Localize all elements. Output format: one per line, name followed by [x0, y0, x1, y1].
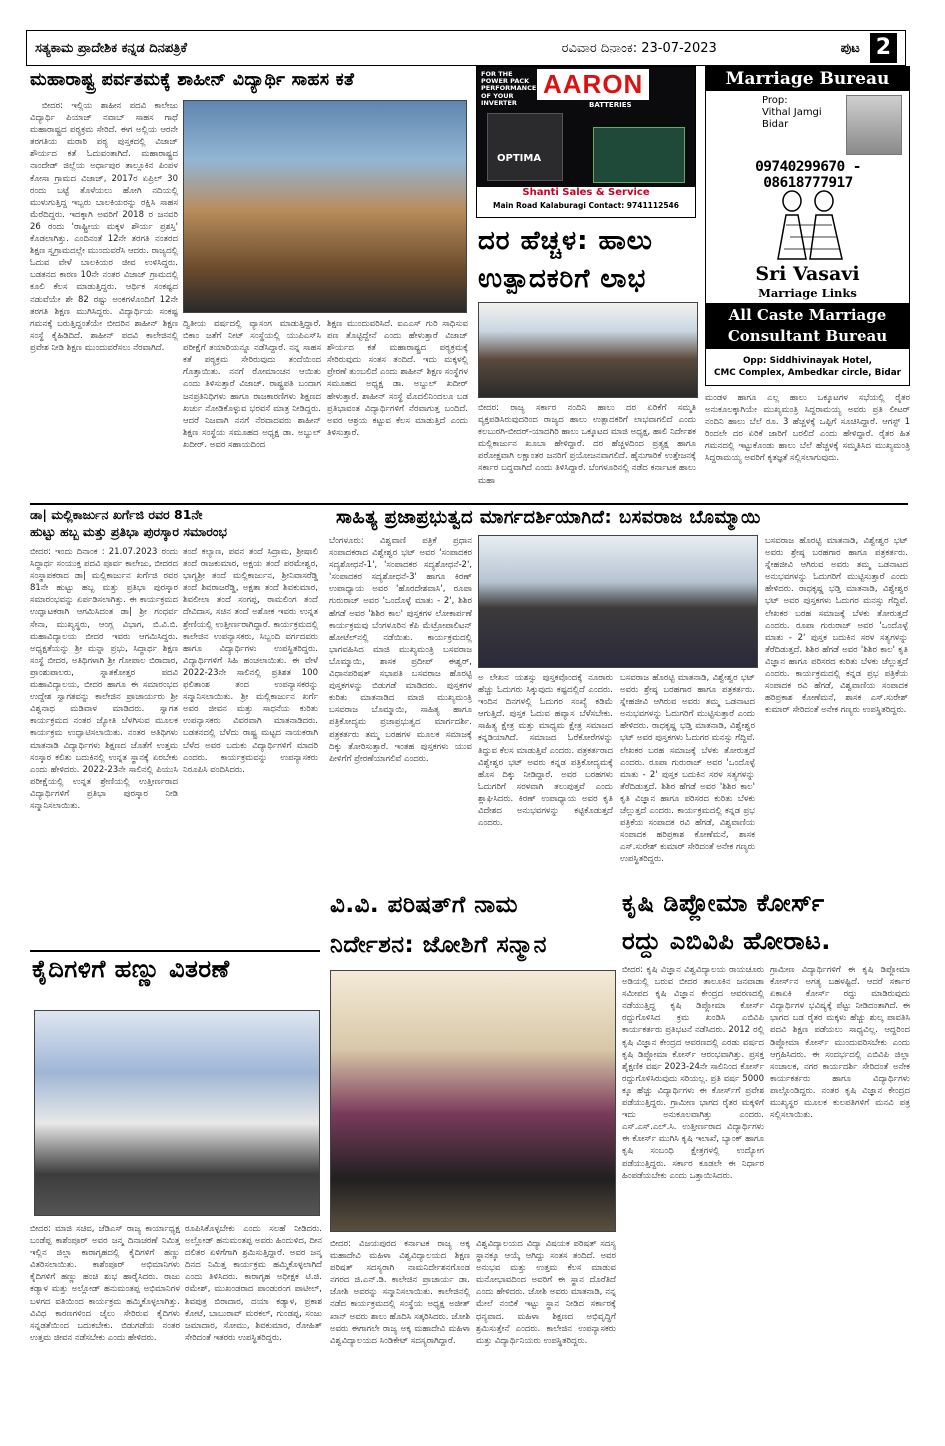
- ad-tagline: FOR THE POWER PACK PERFORMANCE OF YOUR INVERTER: [481, 70, 537, 107]
- meeting-photo: [478, 302, 698, 398]
- page-label: ಪುಟ: [840, 40, 860, 56]
- article-body: ಬೀದರ: ಇಲ್ಲಿಯ ಶಾಹೀನ ಪದವಿ ಕಾಲೇಜು ವಿದ್ಯಾರ್ಥಿ ಪಿಯಾಜ್ ನವಾಬ್ ಸಾಹಸ ಗಾಥೆ ಮಹಾರಾಷ್ಟ್ರದ ಪಠ್ಯಕ್ರಮ ಸೇರಿದೆ. ಈಗ ಅಲ್ಲಿಯ ಆರನೇ ತರಗತಿಯ ಮರಾಠಿ ಪಠ್ಯ ಪುಸ್ತಕದಲ್ಲಿ ವಿಜಾಜ್ ಶೌರ್ಯದ ಕತೆ ಓದುವಂತಾಗಿದೆ. ಮಹಾರಾಷ್ಟ್ರದ ನಾಂದೇಡ್ ಜಿಲ್ಲೆಯ ಅರ್ಧಾಪುರ ತಾಲ್ಲೂಕಿನ ಪಿಂಪಳ ಕೋಸಾ ಗ್ರಾಮದ ವಿಜಾಜ್, 2017ರ ಏಪ್ರಿಲ್ 30 ರಂದು ಬಟ್ಟೆ ತೊಳೆಯಲು ಹೋಗಿ ನದಿಯಲ್ಲಿ ಮುಳುಗುತ್ತಿದ್ದ ಇಬ್ಬರು ಬಾಲಕಿಯರನ್ನು ರಕ್ಷಿಸಿ ಸಾಹಸ ಮೆರೆದಿದ್ದರು. ಇದಕ್ಕಾಗಿ ಅವರಿಗೆ 2018 ರ ಜನವರಿ 26 ರಂದು 'ರಾಷ್ಟ್ರೀಯ ಮಕ್ಕಳ ಶೌರ್ಯ ಪ್ರಶಸ್ತಿ' ಕೊಡಲಾಗಿತ್ತು. ಎಂದಿನಂತೆ 12ನೇ ತರಗತಿ ನಂತರದ ಶಿಕ್ಷಣ ಸ್ವಗ್ರಾಮದಲ್ಲೇ ಮುಂದುವರೆಸಿ ಆದರು. ರಾಜ್ಯದಲ್ಲಿ ಓದುವ ವೇಳೆ ಬಾಲಕಿಯರ ಜೀವ ಉಳಿಸಿದ್ದರು. ಬಡತನದ ಕಾರಣ 10ನೇ ನಂತರ ವಿಜಾಜ್ ಗ್ರಾಮದಲ್ಲಿ ಕೂಲಿ ಕೆಲಸ ಮಾಡುತ್ತಿದ್ದರು. ಆರ್ಥಿಕ ಸಂಕಷ್ಟದ ನಡುವೆಯೇ ಶೇ 82 ರಷ್ಟು ಅಂಕಗಳೊಂದಿಗೆ 12ನೇ ತರಗತಿ ಶಿಕ್ಷಣ ಮುಗಿಸಿದ್ದರು. ವಿದ್ಯಾರ್ಥಿಯ ಸಂಕಷ್ಟ ಗಮನಕ್ಕೆ ಬರುತ್ತಿದ್ದಂತೆಯೇ ಬೀದರಿನ ಶಾಹೀನ್ ಶಿಕ್ಷಣ ಸಂಸ್ಥೆ ಕೈಹಿಡಿದಿದೆ. ಶಾಹೀನ್ ಪದವಿ ಕಾಲೇಜಿನಲ್ಲಿ ಪ್ರವೇಶ ನೀಡಿ ಶಿಕ್ಷಣ ಮುಂದುವರೆಸಲು ನೆರವಾಗಿದೆ.: [30, 101, 178, 353]
- ad-address: Opp: Siddhivinayak Hotel,: [742, 356, 873, 366]
- newspaper-name: ಸತ್ಯಕಾಮ ಪ್ರಾದೇಶಿಕ ಕನ್ನಡ ದಿನಪತ್ರಿಕೆ: [35, 40, 187, 56]
- article-body: ರೂಪಿಸಿಕೊಳ್ಳಬೇಕು ಎಂದು ಸಲಹೆ ನೀಡಿದರು. ಅಲ್ಲೋಡ್ ಹನುಮಂತಪ್ಪ ಅವರು ಹಿಂದುಳಿದ, ದೀನ ದಲಿತರ ಏಳಿಗೆಗಾಗಿ ಶ್ರಮಿಸುತ್ತಿದ್ದಾರೆ. ಅವರ ಜನ್ಮ ದಿನದ ನಿಮಿತ್ತ ಕಾರ್ಯಕ್ರಮ ಹಮ್ಮಿಕೊಳ್ಳಲಾಗಿದೆ ಎಂದು ತಿಳಿಸಿದರು. ಕಾರಾಗೃಹ ಅಧೀಕ್ಷಕ ಟಿ.ಜಿ. ರಮೇಶ್, ಮುಖಂಡರಾದ ಪಾಂಡುರಂಗ ಪಾಟೀಲ್, ಶಿವಪುತ್ರ ಬಿರಾದಾರ, ದಯಾ ಕಡ್ಯಾಳ, ಪ್ರಕಾಶ ಕೋಟೆ, ಬಾಬುರಾವ್ ಮರಕಲ್, ಗುಂಡಪ್ಪ, ಸಂಜು ಜಮಾದಾರ, ಸೋಮು, ಶಿವಕುಮಾರ, ರೋಹಿತ್ ಸೇರಿದಂತೆ ಇತರರು ಉಪಸ್ಥಿತರಿದ್ದರು.: [185, 1224, 322, 1343]
- article-headline: ಸಾಹಿತ್ಯ ಪ್ರಜಾಪ್ರಭುತ್ವದ ಮಾರ್ಗದರ್ಶಿಯಾಗಿದೆ: ಬಸವರಾಜ ಬೊಮ್ಮಾಯಿ: [336, 507, 761, 528]
- marriage-advertisement: [705, 66, 910, 386]
- divider: [30, 503, 908, 505]
- article-headline: ಹುಟ್ಟು ಹಬ್ಬ ಮತ್ತು ಪ್ರತಿಭಾ ಪುರಸ್ಕಾರ ಸಮಾರಂಭ: [30, 524, 227, 539]
- ad-address: CMC Complex, Ambedkar circle, Bidar: [714, 368, 901, 378]
- article-body: ಬಸವರಾಜ ಹೊರಟ್ಟಿ ಮಾತನಾಡಿ, ವಿಶ್ವೇಶ್ವರ ಭಟ್ ಅವರು ಶ್ರೇಷ್ಠ ಬರಹಗಾರ ಹಾಗೂ ಪತ್ರಕರ್ತರು. ಸ್ನೇಹಜೀವಿ ಆಗಿರುವ ಅವರು ತಮ್ಮ ಒಡನಾಟದ ಅನುಭವಗಳನ್ನು ಓದುಗರಿಗೆ ಮುಟ್ಟಿಸುತ್ತಾರೆ ಎಂದು ಹೇಳಿದರು. ರಾಧಕೃಷ್ಣ ಭಡ್ತಿ ಮಾತನಾಡಿ, ವಿಶ್ವೇಶ್ವರ ಭಟ್ ಅವರ ಪುಸ್ತಕಗಳು ಓದುಗರ ಮನಸ್ಸು ಗೆದ್ದಿವೆ. ಲೇಖಕರ ಬರಹ ಸಮಾಜಕ್ಕೆ ಬೆಳಕು ತೋರುತ್ತದೆ ಎಂದರು. ರೂಪಾ ಗುರುರಾಜ್ ಅವರ 'ಒಂದೊಳ್ಳೆ ಮಾತು - 2' ಪುಸ್ತಕ ಬದುಕಿನ ಸರಳ ಸತ್ಯಗಳನ್ನು ತೆರೆದಿಡುತ್ತದೆ. ಶಿಶಿರ ಹೆಗಡೆ ಅವರ 'ಶಿಶಿರ ಕಾಲ' ಕೃತಿ ವಿಜ್ಞಾನ ಹಾಗೂ ಪರಿಸರದ ಕುರಿತು ಬೆಳಕು ಚೆಲ್ಲುತ್ತದೆ ಎಂದರು. ಕಾರ್ಯಕ್ರಮದಲ್ಲಿ ಕನ್ನಡ ಪ್ರಭ ಪತ್ರಿಕೆಯ ಸಂಪಾದಕ ರವಿ ಹೆಗಡೆ, ವಿಶ್ವವಾಣಿಯ ಸಂಪಾದಕ ಹರಿಪ್ರಕಾಶ ಕೋಣೆಮನೆ, ಶಾಸಕ ಎಸ್.ಸುರೇಶ್ ಕುಮಾರ್ ಸೇರಿದಂತೆ ಅನೇಕ ಗಣ್ಯರು ಉಪಸ್ಥಿತರಿದ್ದರು.: [765, 536, 908, 716]
- article-headline: ವಿ.ವಿ. ಪರಿಷತ್‌ಗೆ ನಾಮ: [330, 892, 518, 918]
- article-body: ಬೀದರ: ಕೃಷಿ ವಿಜ್ಞಾನ ವಿಶ್ವವಿದ್ಯಾಲಯ ರಾಯಚೂರು ಅಡಿಯಲ್ಲಿ ಬರುವ ಬೀದರ ತಾಲೂಕಿನ ಜನವಾಡಾ ಸಮೀಪದ ಕೃಷಿ ವಿಜ್ಞಾನ ಕೇಂದ್ರದ ಆವರಣದಲ್ಲಿ ನಡೆಯುತ್ತಿದ್ದ ಕೃಷಿ ಡಿಪ್ಲೋಮಾ ಕೋರ್ಸ್ ರದ್ದುಗೊಳಿಸಿದ ಕ್ರಮ ಖಂಡಿಸಿ ಎಬಿವಿಪಿ ಕಾರ್ಯಕರ್ತರು ಪ್ರತಿಭಟನೆ ನಡೆಸಿದರು. 2012 ರಲ್ಲಿ ಕೃಷಿ ವಿಜ್ಞಾನ ಕೇಂದ್ರದ ಆವರಣದಲ್ಲಿ ಎರಡು ವರ್ಷದ ಕೃಷಿ ಡಿಪ್ಲೋಮಾ ಕೋರ್ಸ್ ಆರಂಭವಾಗಿತ್ತು. ಪ್ರಸಕ್ತ ಶೈಕ್ಷಣಿಕ ವರ್ಷ 2023-24ನೇ ಸಾಲಿನಿಂದ ಕೋರ್ಸ್ ರದ್ದುಗೊಳಿಸಿರುವುದು ಸರಿಯಲ್ಲ. ಪ್ರತಿ ವರ್ಷ 5000 ಕ್ಕೂ ಹೆಚ್ಚು ವಿದ್ಯಾರ್ಥಿಗಳು ಈ ಕೋರ್ಸ್‌ಗೆ ಪ್ರವೇಶ ಪಡೆಯುತ್ತಿದ್ದರು. ಗ್ರಾಮೀಣ ಭಾಗದ ರೈತರ ಮಕ್ಕಳಿಗೆ ಇದು ಅನುಕೂಲವಾಗಿತ್ತು ಎಂದರು. ಎಸ್.ಎಸ್.ಎಲ್.ಸಿ. ಉತ್ತೀರ್ಣರಾದ ವಿದ್ಯಾರ್ಥಿಗಳು ಈ ಕೋರ್ಸ್ ಮುಗಿಸಿ ಕೃಷಿ ಇಲಾಖೆ, ಬ್ಯಾಂಕ್ ಹಾಗೂ ಕೃಷಿ ಸಂಬಂಧಿ ಕ್ಷೇತ್ರಗಳಲ್ಲಿ ಉದ್ಯೋಗ ಪಡೆಯುತ್ತಿದ್ದರು. ಸರ್ಕಾರ ಕೂಡಲೇ ಈ ನಿರ್ಧಾರ ಹಿಂಪಡೆಯಬೇಕು ಎಂದು ಒತ್ತಾಯಿಸಿದರು.: [622, 965, 764, 1181]
- ad-subtitle: Marriage Links: [758, 286, 857, 300]
- felicitation-photo: [330, 970, 616, 1232]
- article-headline: ಡಾ| ಮಲ್ಲಿಕಾರ್ಜುನ ಖರ್ಗೆಜಿ ರವರ 81ನೇ: [30, 507, 203, 522]
- issue-date: ರವಿವಾರ ದಿನಾಂಕ: 23-07-2023: [561, 40, 717, 56]
- battery-image: [487, 113, 563, 181]
- battery-image: [593, 127, 685, 183]
- prop-name: Vithal Jamgi: [762, 107, 822, 118]
- ad-dealer: Shanti Sales & Service: [477, 187, 695, 201]
- article-body: ಬೀದರ: ರಾಜ್ಯ ಸರ್ಕಾರ ನಂದಿನಿ ಹಾಲು ದರ ಏರಿಕೆಗೆ ಸಮ್ಮತಿ ವ್ಯಕ್ತಪಡಿಸಿರುವುದರಿಂದ ರಾಜ್ಯದ ಹಾಲು ಉತ್ಪಾದಕರಿಗೆ ಲಾಭವಾಗಲಿದೆ ಎಂದು ಕಲಬುರಗಿ-ಬೀದರ್-ಯಾದಗಿರಿ ಹಾಲು ಒಕ್ಕೂಟದ ಮಾಜಿ ಅಧ್ಯಕ್ಷ, ಹಾಲಿ ನಿರ್ದೇಶಕ ಮಲ್ಲಿಕಾರ್ಜುನ ಖೂಬಾ ಹೇಳಿದ್ದಾರೆ. ದರ ಹೆಚ್ಚಳದಿಂದ ಪ್ರತ್ಯಕ್ಷ ಹಾಗೂ ಪರೋಕ್ಷವಾಗಿ ಲಕ್ಷಾಂತರ ಜನರಿಗೆ ಪ್ರಯೋಜನವಾಗಲಿದೆ. ಹೈನುಗಾರಿಕೆ ಉತ್ತೇಜನಕ್ಕೆ ಸರ್ಕಾರ ಬದ್ಧವಾಗಿದೆ ಎಂದು ತಿಳಿಸಿದ್ದಾರೆ. ಬೆಂಗಳೂರಿನಲ್ಲಿ ನಡೆದ ಕರ್ನಾಟಕ ಹಾಲು ಮಹಾ: [478, 403, 696, 486]
- ad-brand: AARON: [537, 69, 649, 100]
- article-body: ತಂದೆ ಕಲ್ಯಾಣ, ಪವನ ತಂದೆ ಸಿದ್ರಾಮ, ಶ್ರೀಷಾಲಿ ತಂದೆ ರಾಜಕುಮಾರ, ಅಕ್ಷಯ ತಂದೆ ಪರಮೇಶ್ವರ, ಭಾಗ್ಯಶ್ರೀ ತಂದೆ ಮಲ್ಲಿಕಾರ್ಜುನ, ಶ್ರೀನಿವಾಸರೆಡ್ಡಿ ತಂದೆ ಶಿವರಾಜರೆಡ್ಡಿ, ಅಕ್ಷತಾ ತಂದೆ ಶಿವಕುಮಾರ, ಶಿವಲೀಲಾ ತಂದೆ ಸಂಗಪ್ಪ, ರಾಮಲಿಂಗ ತಂದೆ ದೇವಿದಾಸ, ಸಚಿನ ತಂದೆ ಅಶೋಕ ಇವರು ಉನ್ನತ ಶ್ರೇಣಿಯಲ್ಲಿ ಉತ್ತೀರ್ಣರಾಗಿದ್ದಾರೆ. ಕಾರ್ಯಕ್ರಮದಲ್ಲಿ ಕಾಲೇಜಿನ ಉಪನ್ಯಾಸಕರು, ಸಿಬ್ಬಂದಿ ವರ್ಗದವರು ಹಾಗೂ ವಿದ್ಯಾರ್ಥಿಗಳು ಉಪಸ್ಥಿತರಿದ್ದರು. ವಿದ್ಯಾರ್ಥಿಗಳಿಗೆ ಸಿಹಿ ಹಂಚಲಾಯಿತು. ಈ ವೇಳೆ 2022-23ನೇ ಸಾಲಿನಲ್ಲಿ ಪ್ರತಿಶತ 100 ಫಲಿತಾಂಶ ತಂದ ಉಪನ್ಯಾಸಕರನ್ನು ಸನ್ಮಾನಿಸಲಾಯಿತು. ಶ್ರೀ ಮಲ್ಲಿಕಾರ್ಜುನ ಖರ್ಗೆ ಅವರ ಜೀವನ ಮತ್ತು ಸಾಧನೆಯ ಕುರಿತು ಉಪನ್ಯಾಸಕರು ವಿವರವಾಗಿ ಮಾತನಾಡಿದರು. ಬಡತನದಲ್ಲಿ ಬೆಳೆದು ರಾಷ್ಟ್ರ ಮಟ್ಟದ ನಾಯಕರಾಗಿ ಬೆಳೆದ ಅವರ ಬದುಕು ವಿದ್ಯಾರ್ಥಿಗಳಿಗೆ ಮಾದರಿ ಎಂದರು. ಕಾರ್ಯಕ್ರಮವನ್ನು ಉಪನ್ಯಾಸಕರು ನಿರೂಪಿಸಿ ವಂದಿಸಿದರು.: [183, 547, 318, 775]
- masthead: [26, 30, 906, 66]
- ad-line: Consultant Bureau: [727, 327, 888, 345]
- ad-line: All Caste Marriage: [728, 306, 887, 324]
- prop-city: Bidar: [762, 119, 789, 130]
- article-body: ವಿಶ್ವವಿದ್ಯಾಲಯದ ವಿದ್ಯಾ ವಿಷಯಕ ಪರಿಷತ್ ಸದಸ್ಯ ಸ್ಥಾನಕ್ಕೂ ಆಯ್ಕೆ ಆಗಿದ್ದು ಸಂತಸ ತಂದಿದೆ. ಅವರ ಅನುಭವ ಮತ್ತು ಉತ್ತಮ ಕೆಲಸ ಮಾಡುವ ಮನೋಭಾವದಿಂದ ಅವರಿಗೆ ಈ ಸ್ಥಾನ ದೊರೆತಿದೆ ಎಂದು ಹೇಳಿದರು. ಜೋಶಿ ಅವರು ಮಾತನಾಡಿ, ನನ್ನ ಮೇಲೆ ನಂಬಿಕೆ ಇಟ್ಟು ಸ್ಥಾನ ನೀಡಿದ ಸರ್ಕಾರಕ್ಕೆ ಧನ್ಯವಾದ. ಮಹಿಳಾ ಶಿಕ್ಷಣದ ಅಭಿವೃದ್ಧಿಗೆ ಶ್ರಮಿಸುತ್ತೇನೆ ಎಂದರು. ಕಾಲೇಜಿನ ಉಪನ್ಯಾಸಕರು ಮತ್ತು ವಿದ್ಯಾರ್ಥಿನಿಯರು ಉಪಸ್ಥಿತರಿದ್ದರು.: [476, 1239, 616, 1346]
- article-headline: ಕೈದಿಗಳಿಗೆ ಹಣ್ಣು ವಿತರಣೆ: [32, 955, 230, 983]
- article-headline: ನಿರ್ದೇಶನ: ಜೋಶಿಗೆ ಸನ್ಮಾನ: [330, 932, 547, 958]
- prop-label: Prop:: [762, 95, 788, 106]
- student-photo: [183, 100, 467, 313]
- battery-advertisement: [476, 66, 696, 218]
- ad-address: Main Road Kalaburagi Contact: 9741112546: [477, 201, 695, 217]
- article-body: ಶಿಕ್ಷಣ ಮುಂದುವರಿಸಿದೆ. ಐಎಎಸ್ ಗುರಿ ಸಾಧಿಸುವ ಪಣ ತೊಟ್ಟಿದ್ದೇನೆ ಎಂದು ಹೇಳುತ್ತಾರೆ ವಿಜಾಜ್ ಶೌರ್ಯದ ಕತೆ ಮಹಾರಾಷ್ಟ್ರದ ಪಠ್ಯಕ್ರಮಕ್ಕೆ ಸೇರಿರುವುದು ಸಂತಸ ತಂದಿದೆ. ಇದು ಮಕ್ಕಳಲ್ಲಿ ಪ್ರೇರಣೆ ತುಂಬಲಿದೆ ಎಂದು ಶಾಹೀನ್ ಶಿಕ್ಷಣ ಸಂಸ್ಥೆಗಳ ಸಮೂಹದ ಅಧ್ಯಕ್ಷ ಡಾ. ಅಬ್ದುಲ್ ಖದೀರ್ ಹೇಳುತ್ತಾರೆ. ಶಾಹೀನ್ ಸಂಸ್ಥೆ ಮೊದಲಿನಿಂದಲೂ ಬಡ ಪ್ರತಿಭಾವಂತ ವಿದ್ಯಾರ್ಥಿಗಳಿಗೆ ನೆರವಾಗುತ್ತ ಬಂದಿದೆ. ಅವರ ಆಶ್ರಯ ಕಟ್ಟುವ ಕೆಲಸ ಮಾಡುತ್ತಿದೆ ಎಂದು ತಿಳಿಸುತ್ತಾರೆ.: [327, 319, 468, 438]
- article-headline: ಮಹಾರಾಷ್ಟ್ರ ಪರ್ವತಮಕ್ಕೆ ಶಾಹೀನ್ ವಿದ್ಯಾರ್ಥಿ ಸಾಹಸ ಕತೆ: [30, 70, 355, 90]
- article-headline: ಕೃಷಿ ಡಿಪ್ಲೋಮಾ ಕೋರ್ಸ್: [622, 889, 825, 917]
- article-body: ಮಂಡಳ ಹಾಗೂ ಎಲ್ಲ ಹಾಲು ಒಕ್ಕೂಟಗಳ ಸಭೆಯಲ್ಲಿ ರೈತರ ಅನುಕೂಲಕ್ಕಾಗಿಯೇ ಮುಖ್ಯಮಂತ್ರಿ ಸಿದ್ದರಾಮಯ್ಯ ಅವರು ಪ್ರತಿ ಲೀಟರ್ ನಂದಿನಿ ಹಾಲು ಬೆಲೆ ರೂ. 3 ಹೆಚ್ಚಳಕ್ಕೆ ಒಪ್ಪಿಗೆ ಸೂಚಿಸಿದ್ದಾರೆ. ಆಗಸ್ಟ್ 1 ರಿಂದಲೇ ದರ ಏರಿಕೆ ಜಾರಿಗೆ ಬರಲಿದೆ ಎಂದು ಹೇಳಿದ್ದಾರೆ. ರೈತರ ಹಿತ ಗಮನದಲ್ಲಿ ಇಟ್ಟುಕೊಂಡು ಹಾಲು ಬೆಲೆ ಹೆಚ್ಚಳಕ್ಕೆ ಸಮ್ಮತಿಸಿದ ಮುಖ್ಯಮಂತ್ರಿ ಸಿದ್ದರಾಮಯ್ಯ ಅವರಿಗೆ ಕೃತಜ್ಞತೆ ಸಲ್ಲಿಸಲಾಗುವುದು.: [705, 393, 910, 464]
- article-body: ದ್ವಿತೀಯ ವರ್ಷದಲ್ಲಿ ವ್ಯಾಸಂಗ ಮಾಡುತ್ತಿದ್ದಾರೆ. ಬಿಕಾಂ ಜತೆಗೆ ನೀಟ್ ಸಂಸ್ಥೆಯಲ್ಲಿ ಯುಪಿಎಸ್‌ಸಿ ಪರೀಕ್ಷೆಗೆ ತಯಾರಿಯನ್ನೂ ನಡೆಸಿದ್ದಾರೆ. ನನ್ನ ಸಾಹಸ ಕತೆ ಪಠ್ಯಕ್ರಮ ಸೇರಿರುವುದು ತಂದೆಯಿಂದ ಗೊತ್ತಾಯಿತು. ನನಗೆ ರೋಮಾಂಚನ ಆಯಿತು ಎಂದು ತಿಳಿಸುತ್ತಾರೆ ವಿಜಾಜ್. ರಾಷ್ಟ್ರಪತಿ ಬಂದಾಗ ಜನಪ್ರತಿನಿಧಿಗಳು ಹಾಗೂ ರಾಜಕಾರಣಿಗಳು ಶಿಕ್ಷಣದ ಖರ್ಚು ನೋಡಿಕೊಳ್ಳುವ ಭರವಸೆ ಮಾತ್ರ ನೀಡಿದ್ದರು. ಆದರೆ ನಿಜವಾಗಿ ನನಗೆ ನೆರವಾದವರು ಶಾಹೀನ್ ಶಿಕ್ಷಣ ಸಂಸ್ಥೆಯ ಸಮೂಹದ ಅಧ್ಯಕ್ಷ ಡಾ. ಅಬ್ದುಲ್ ಖದೀರ್. ಅವರ ಸಹಾಯದಿಂದ: [183, 319, 321, 450]
- article-body: ಬಸವರಾಜ ಹೊರಟ್ಟಿ ಮಾತನಾಡಿ, ವಿಶ್ವೇಶ್ವರ ಭಟ್ ಅವರು ಶ್ರೇಷ್ಠ ಬರಹಗಾರ ಹಾಗೂ ಪತ್ರಕರ್ತರು. ಸ್ನೇಹಜೀವಿ ಆಗಿರುವ ಅವರು ತಮ್ಮ ಒಡನಾಟದ ಅನುಭವಗಳನ್ನು ಓದುಗರಿಗೆ ಮುಟ್ಟಿಸುತ್ತಾರೆ ಎಂದು ಹೇಳಿದರು. ರಾಧಕೃಷ್ಣ ಭಡ್ತಿ ಮಾತನಾಡಿ, ವಿಶ್ವೇಶ್ವರ ಭಟ್ ಅವರ ಪುಸ್ತಕಗಳು ಓದುಗರ ಮನಸ್ಸು ಗೆದ್ದಿವೆ. ಲೇಖಕರ ಬರಹ ಸಮಾಜಕ್ಕೆ ಬೆಳಕು ತೋರುತ್ತದೆ ಎಂದರು. ರೂಪಾ ಗುರುರಾಜ್ ಅವರ 'ಒಂದೊಳ್ಳೆ ಮಾತು - 2' ಪುಸ್ತಕ ಬದುಕಿನ ಸರಳ ಸತ್ಯಗಳನ್ನು ತೆರೆದಿಡುತ್ತದೆ. ಶಿಶಿರ ಹೆಗಡೆ ಅವರ 'ಶಿಶಿರ ಕಾಲ' ಕೃತಿ ವಿಜ್ಞಾನ ಹಾಗೂ ಪರಿಸರದ ಕುರಿತು ಬೆಳಕು ಚೆಲ್ಲುತ್ತದೆ ಎಂದರು. ಕಾರ್ಯಕ್ರಮದಲ್ಲಿ ಕನ್ನಡ ಪ್ರಭ ಪತ್ರಿಕೆಯ ಸಂಪಾದಕ ರವಿ ಹೆಗಡೆ, ವಿಶ್ವವಾಣಿಯ ಸಂಪಾದಕ ಹರಿಪ್ರಕಾಶ ಕೋಣೆಮನೆ, ಶಾಸಕ ಎಸ್.ಸುರೇಶ್ ಕುಮಾರ್ ಸೇರಿದಂತೆ ಅನೇಕ ಗಣ್ಯರು ಉಪಸ್ಥಿತರಿದ್ದರು.: [620, 673, 755, 865]
- article-body: ಅ ಲೇಖನ ಯಶಸ್ಸು ಪುಸ್ತಕವೊಂದಕ್ಕೆ ನೂರಾರು ಹೆಚ್ಚು ಓದುಗರು ಸಿಕ್ಕುವುದು ಕಷ್ಟದಲ್ಲಿದೆ ಎಂದರು. ಇಂದಿನ ದಿನಗಳಲ್ಲಿ ಓದುಗರ ಸಂಖ್ಯೆ ಕಡಿಮೆ ಆಗುತ್ತಿದೆ. ಪುಸ್ತಕ ಓದುವ ಹವ್ಯಾಸ ಬೆಳೆಸಬೇಕು. ಸಾಹಿತ್ಯ ಕ್ಷೇತ್ರ ಮತ್ತು ಮಾಧ್ಯಮ ಕ್ಷೇತ್ರ ಸಮಾಜದ ಕನ್ನಡಿಯಾಗಿದೆ. ಸಮಾಜದ ಓರೆಕೋರೆಗಳನ್ನು ತಿದ್ದುವ ಕೆಲಸ ಮಾಡುತ್ತಿವೆ ಎಂದರು. ಪತ್ರಕರ್ತರಾದ ವಿಶ್ವೇಶ್ವರ ಭಟ್ ಅವರು ಕನ್ನಡ ಪತ್ರಿಕೋದ್ಯಮಕ್ಕೆ ಹೊಸ ದಿಕ್ಕು ನೀಡಿದ್ದಾರೆ. ಅವರ ಬರಹಗಳು ಓದುಗರಿಗೆ ಸರಳವಾಗಿ ತಲುಪುತ್ತವೆ ಎಂದು ಶ್ಲಾಘಿಸಿದರು. ಕಿರಣ್ ಉಪಾಧ್ಯಾಯ ಅವರ ಕೃತಿ ವಿದೇಶದ ಅನುಭವಗಳನ್ನು ಕಟ್ಟಿಕೊಡುತ್ತದೆ ಎಂದರು.: [478, 673, 613, 829]
- article-body: ಗ್ರಾಮೀಣ ವಿದ್ಯಾರ್ಥಿಗಳಿಗೆ ಈ ಕೃಷಿ ಡಿಪ್ಲೋಮಾ ಕೋರ್ಸ್‌ನ ಅಗತ್ಯ ಬಹಳಷ್ಟಿದೆ. ಆದರೆ ಸರ್ಕಾರ ಏಕಾಏಕಿ ಕೋರ್ಸ್ ರದ್ದು ಮಾಡಿರುವುದು ವಿದ್ಯಾರ್ಥಿಗಳ ಭವಿಷ್ಯಕ್ಕೆ ಪೆಟ್ಟು ನೀಡಿದಂತಾಗಿದೆ. ಈ ಭಾಗದ ಬಡ ರೈತರ ಮಕ್ಕಳು ಹೆಚ್ಚು ಶುಲ್ಕ ಪಾವತಿಸಿ ಪದವಿ ಶಿಕ್ಷಣ ಪಡೆಯಲು ಸಾಧ್ಯವಿಲ್ಲ. ಆದ್ದರಿಂದ ಡಿಪ್ಲೋಮಾ ಕೋರ್ಸ್ ಮುಂದುವರಿಸಬೇಕು ಎಂದು ಆಗ್ರಹಿಸಿದರು. ಈ ಸಂದರ್ಭದಲ್ಲಿ ಎಬಿವಿಪಿ ಜಿಲ್ಲಾ ಸಂಚಾಲಕ, ನಗರ ಕಾರ್ಯದರ್ಶಿ ಸೇರಿದಂತೆ ಅನೇಕ ಕಾರ್ಯಕರ್ತರು ಹಾಗೂ ವಿದ್ಯಾರ್ಥಿಗಳು ಪಾಲ್ಗೊಂಡಿದ್ದರು. ನಂತರ ಕೃಷಿ ವಿಜ್ಞಾನ ಕೇಂದ್ರದ ಮುಖ್ಯಸ್ಥರ ಮೂಲಕ ಕುಲಪತಿಗಳಿಗೆ ಮನವಿ ಪತ್ರ ಸಲ್ಲಿಸಲಾಯಿತು.: [770, 965, 910, 1121]
- article-body: ಬೀದರ: ವಿಜಯಪುರದ ಕರ್ನಾಟಕ ರಾಜ್ಯ ಅಕ್ಕ ಮಹಾದೇವಿ ಮಹಿಳಾ ವಿಶ್ವವಿದ್ಯಾಲಯದ ಶಿಕ್ಷಣ ಪರಿಷತ್ ಸದಸ್ಯರಾಗಿ ನಾಮನಿರ್ದೇಶನಗೊಂಡ ನಗರದ ಜಿ.ಎನ್.ಡಿ. ಕಾಲೇಜಿನ ಪ್ರಾಚಾರ್ಯ ಡಾ. ಜೋಶಿ ಅವರನ್ನು ಸನ್ಮಾನಿಸಲಾಯಿತು. ಕಾಲೇಜಿನಲ್ಲಿ ನಡೆದ ಕಾರ್ಯಕ್ರಮದಲ್ಲಿ ಸಂಸ್ಥೆಯ ಅಧ್ಯಕ್ಷ ಅಜೀತ್ ಖಾನ್ ಅವರು ಶಾಲು ಹೊದಿಸಿ ಸತ್ಕರಿಸಿದರು. ಜೋಶಿ ಅವರು ಈಗಾಗಲೇ ರಾಜ್ಯ ಅಕ್ಕ ಮಹಾದೇವಿ ಮಹಿಳಾ ವಿಶ್ವವಿದ್ಯಾಲಯದ ಸಿಂಡಿಕೇಟ್ ಸದಸ್ಯರಾಗಿದ್ದಾರೆ.: [330, 1239, 470, 1346]
- book-release-photo: [478, 535, 758, 668]
- article-body: ಬೆಂಗಳೂರು: ವಿಶ್ವವಾಣಿ ಪತ್ರಿಕೆ ಪ್ರಧಾನ ಸಂಪಾದಕರಾದ ವಿಶ್ವೇಶ್ವರ ಭಟ್ ಅವರ 'ಸಂಪಾದಕರ ಸದ್ಯಶೋಧನೆ-1', 'ಸಂಪಾದಕರ ಸದ್ಯಶೋಧನೆ-2', 'ಸಂಪಾದಕರ ಸದ್ಯಶೋಧನೆ-3' ಹಾಗೂ ಕಿರಣ್ ಉಪಾಧ್ಯಾಯ ಅವರ 'ಹೊರದೇಶವಾಸಿ', ರೂಪಾ ಗುರುರಾಜ್ ಅವರ 'ಒಂದೊಳ್ಳೆ ಮಾತು - 2', ಶಿಶಿರ ಹೆಗಡೆ ಅವರ 'ಶಿಶಿರ ಕಾಲ' ಪುಸ್ತಕಗಳ ಲೋಕಾರ್ಪಣೆ ಕಾರ್ಯಕ್ರಮವು ಬೆಂಗಳೂರಿನ ಕೆಪಿ ಮೆಟ್ರೋಪಾಲಿಟನ್ ಹೋಟೆಲ್‌ನಲ್ಲಿ ನಡೆಯಿತು. ಕಾರ್ಯಕ್ರಮದಲ್ಲಿ ಭಾಗವಹಿಸಿದ ಮಾಜಿ ಮುಖ್ಯಮಂತ್ರಿ ಬಸವರಾಜ ಬೊಮ್ಮಾಯಿ, ಶಾಸಕ ಪ್ರದೀಪ್ ಈಶ್ವರ್, ವಿಧಾನಪರಿಷತ್ ಸಭಾಪತಿ ಬಸವರಾಜ ಹೊರಟ್ಟಿ ಪುಸ್ತಕಗಳನ್ನು ಬಿಡುಗಡೆ ಮಾಡಿದರು. ಪುಸ್ತಕಗಳ ಕುರಿತು ಮಾತನಾಡಿದ ಮಾಜಿ ಮುಖ್ಯಮಂತ್ರಿ ಬಸವರಾಜ ಬೊಮ್ಮಾಯಿ, ಸಾಹಿತ್ಯ ಹಾಗೂ ಪತ್ರಿಕೋದ್ಯಮ ಪ್ರಜಾಪ್ರಭುತ್ವದ ಮಾರ್ಗದರ್ಶಿ. ಪತ್ರಕರ್ತರು ತಮ್ಮ ಬರಹಗಳ ಮೂಲಕ ಸಮಾಜಕ್ಕೆ ದಿಕ್ಕು ತೋರಿಸುತ್ತಾರೆ. ಇಂತಹ ಪುಸ್ತಕಗಳು ಯುವ ಪೀಳಿಗೆಗೆ ಪ್ರೇರಣೆಯಾಗಲಿವೆ ಎಂದರು.: [329, 536, 472, 764]
- ad-product: OPTIMA: [497, 153, 542, 164]
- article-headline: ದರ ಹೆಚ್ಚಳ: ಹಾಲು: [478, 226, 653, 256]
- fruit-distribution-photo: [34, 1010, 320, 1216]
- ad-title: Marriage Bureau: [706, 67, 909, 91]
- article-headline: ರದ್ದು ಎಬಿವಿಪಿ ಹೋರಾಟ.: [622, 927, 831, 955]
- article-headline: ಉತ್ಪಾದಕರಿಗೆ ಲಾಭ: [478, 264, 647, 294]
- page-number: 2: [870, 33, 897, 63]
- ad-name: Sri Vasavi: [755, 263, 860, 285]
- ad-brand-sub: BATTERIES: [589, 101, 632, 109]
- couple-illustration: [756, 185, 860, 261]
- ad-phones: 09740299670 - 08618777917: [755, 159, 861, 191]
- divider: [30, 950, 320, 952]
- article-body: ಬೀದರ: ಇಂದು ದಿನಾಂಕ : 21.07.2023 ರಂದು ಸಿದ್ಧಾರ್ಥ ಸಂಯುಕ್ತ ಪದವಿ ಪೂರ್ವ ಕಾಲೇಜು, ಬೀದರದ ಸಂಸ್ಥಾಪಕರಾದ ಡಾ| ಮಲ್ಲಿಕಾರ್ಜುನ ಖರ್ಗೆಜಿ ರವರ 81ನೇ ಹುಟ್ಟು ಹಬ್ಬ ಮತ್ತು ಪ್ರತಿಭಾ ಪುರಸ್ಕಾರ ಸಮಾರಂಭವನ್ನು ಏರ್ಪಡಿಸಲಾಗಿತ್ತು. ಈ ಕಾರ್ಯಕ್ರಮದ ಉದ್ಘಾಟಕರಾಗಿ ಆಗಮಿಸಿದಂತ ಡಾ| ಶ್ರೀ ಗಂಧರ್ವ ಸೇನಾ, ಮುಖ್ಯಸ್ಥರು, ಆಂಗ್ಲ ವಿಭಾಗ, ಬಿ.ವಿ.ಬಿ. ಮಹಾವಿದ್ಯಾಲಯ ಬೀದರ ಇವರು ಆಗಮಿಸಿದ್ದರು. ಅಧ್ಯಕ್ಷತೆಯನ್ನು ಶ್ರೀ ಮನ್ನಾ ಪ್ರಭು, ಸಿದ್ಧಾರ್ಥ ಶಿಕ್ಷಣ ಸಂಸ್ಥೆ ಬೀದರ, ಅತಿಥಿಗಳಾಗಿ ಶ್ರೀ ಗೋಪಾಲ ಬಿರಾದಾರ, ಪ್ರಾಂಶುಪಾಲರು, ಸ್ನಾತಕೋತ್ತರ ಪದವಿ ಮಹಾವಿದ್ಯಾಲಯ, ಬೀದರ ಹಾಗೂ ಈ ಸಮಾರಂಭದ ಉದ್ದೇಶ ಸ್ವಾಗತವನ್ನು ಕಾಲೇಜಿನ ಪ್ರಾಚಾರ್ಯರು ಶ್ರೀ ವಿಶ್ವನಾಥ ಮಡಿವಾಳ ಮಾಡಿದರು. ಸ್ವಾಗತ ಕಾರ್ಯಕ್ರಮದ ನಂತರ ಜ್ಯೋತಿ ಬೆಳಗಿಸುವ ಮೂಲಕ ಕಾರ್ಯಕ್ರಮ ಉದ್ಘಾಟಿಸಲಾಯಿತು. ನಂತರ ಅತಿಥಿಗಳು ಮಾತನಾಡಿ ವಿದ್ಯಾರ್ಥಿಗಳು ಶಿಕ್ಷಣದ ಜೊತೆಗೆ ಉತ್ತಮ ಸಂಸ್ಕಾರ ಕಲಿತು ಬದುಕಿನಲ್ಲಿ ಉನ್ನತ ಸ್ಥಾನಕ್ಕೆ ಏರಬೇಕು ಎಂದು ಹೇಳಿದರು. 2022-23ನೇ ಸಾಲಿನಲ್ಲಿ ಪಿಯುಸಿ ಪರೀಕ್ಷೆಯಲ್ಲಿ ಉನ್ನತ ಶ್ರೇಣಿಯಲ್ಲಿ ಉತ್ತೀರ್ಣರಾದ ವಿದ್ಯಾರ್ಥಿಗಳಿಗೆ ಪ್ರತಿಭಾ ಪುರಸ್ಕಾರ ನೀಡಿ ಸನ್ಮಾನಿಸಲಾಯಿತು.: [30, 547, 178, 811]
- article-body: ಬೀದರ: ಮಾಜಿ ಸಚಿವ, ಜೆಡಿಎಸ್ ರಾಜ್ಯ ಕಾರ್ಯಾಧ್ಯಕ್ಷ ಬಂಡೆಪ್ಪ ಕಾಶೆಂಪೂರ್ ಅವರ ಜನ್ಮ ದಿನಾಚರಣೆ ನಿಮಿತ್ತ ಇಲ್ಲಿನ ಜಿಲ್ಲಾ ಕಾರಾಗೃಹದಲ್ಲಿ ಕೈದಿಗಳಿಗೆ ಹಣ್ಣು ವಿತರಿಸಲಾಯಿತು. ಕಾಶೆಂಪೂರ್ ಅಭಿಮಾನಿಗಳು ಕೈದಿಗಳಿಗೆ ಹಣ್ಣು ಹಂಚಿ ಶುಭ ಹಾರೈಸಿದರು. ರಾಜು ಕಡ್ಯಾಳ ಮತ್ತು ಅಲ್ಲೋಡ್ ಹನುಮಂತಪ್ಪ ಅಭಿಮಾನಿಗಳ ಬಳಗದ ವತಿಯಿಂದ ಕಾರ್ಯಕ್ರಮ ಹಮ್ಮಿಕೊಳ್ಳಲಾಗಿತ್ತು. ವಿವಿಧ ಕಾರಣಗಳಿಂದ ಜೈಲು ಸೇರಿರುವ ಕೈದಿಗಳು ಸನ್ನಡತೆಯಿಂದ ಬದುಕಬೇಕು. ಬಿಡುಗಡೆಯ ನಂತರ ಉತ್ತಮ ಜೀವನ ನಡೆಸಬೇಕು ಎಂದು ಹೇಳಿದರು.: [30, 1224, 180, 1343]
- owner-photo: [846, 95, 902, 155]
